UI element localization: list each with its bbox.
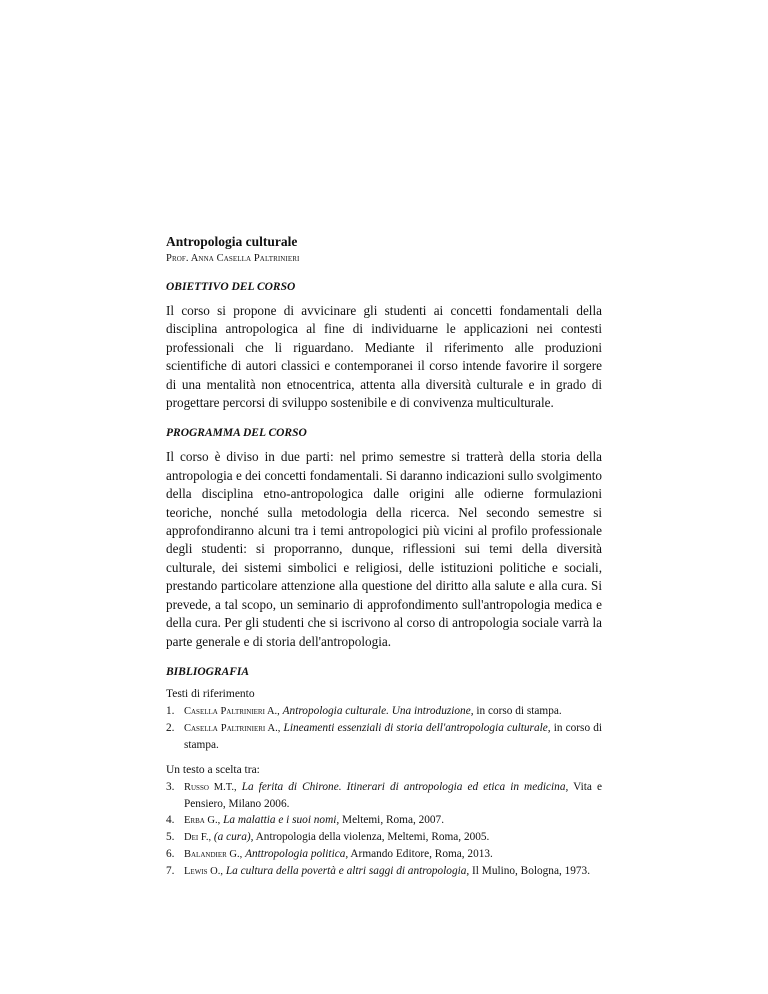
bibliography-item [166, 846, 602, 863]
reference-list [166, 703, 602, 753]
bibliography-item [166, 703, 602, 720]
item-number: 3. [166, 780, 175, 793]
choice-texts-heading: Un testo a scelta tra: [166, 763, 260, 776]
bibliography-heading: BIBLIOGRAFIA [166, 665, 250, 678]
item-publication: in corso di stampa. [184, 721, 602, 751]
item-number: 2. [166, 721, 175, 734]
course-title: Antropologia culturale [166, 234, 298, 249]
item-citation [184, 812, 602, 829]
program-heading: PROGRAMMA DEL CORSO [166, 427, 307, 440]
item-publication: Armando Editore, Roma, 2013. [348, 847, 493, 860]
item-citation [184, 703, 602, 720]
item-publication: Meltemi, Roma, 2007. [339, 813, 445, 826]
document-page [166, 234, 602, 890]
item-citation [184, 720, 602, 753]
item-title: La malattia e i suoi nomi, [223, 813, 340, 826]
item-author: Balandier G., [184, 848, 243, 860]
item-publication: Il Mulino, Bologna, 1973. [469, 864, 591, 877]
item-author: Casella Paltrinieri A., [184, 705, 280, 717]
objective-text: Il corso si propone di avvicinare gli studenti ai concetti fondamentali della disciplina antropologica al fine di individuarne le applicazioni nei contesti professionali che li riguardano. Mediante il riferimento alle produzioni scientifiche di autori classici e contemporanei il corso intende favorire il sorgere di una mentalità non etnocentrica, attenta alla diversità culturale e in grado di progettare percorsi di sviluppo sostenibile e di convivenza multiculturale. [166, 303, 602, 411]
item-citation [184, 829, 602, 846]
item-title: Antropologia culturale. Una introduzione, [282, 704, 474, 717]
objective-heading: OBIETTIVO DEL CORSO [166, 281, 296, 293]
item-title: (a cura), [213, 830, 254, 843]
item-author: Erba G., [184, 814, 221, 826]
item-publication: Antropologia della violenza, Meltemi, Roma, 2005. [253, 830, 490, 843]
bibliography-item [166, 812, 602, 829]
item-number: 7. [166, 864, 175, 877]
item-author: Lewis O., [184, 865, 223, 877]
item-title: La ferita di Chirone. Itinerari di antropologia ed etica in medicina, [241, 780, 569, 793]
item-number: 5. [166, 830, 175, 843]
item-citation [184, 846, 602, 863]
item-number: 6. [166, 847, 175, 860]
item-title: Anttropologia politica, [245, 847, 349, 860]
bibliography-item [166, 829, 602, 846]
item-title: Lineamenti essenziali di storia dell'antropologia culturale, [283, 721, 551, 734]
item-publication: in corso di stampa. [473, 704, 562, 717]
item-number: 1. [166, 704, 175, 717]
item-author: Dei F., [184, 831, 212, 843]
item-citation [184, 779, 602, 812]
reference-texts-heading: Testi di riferimento [166, 687, 255, 700]
item-author: Russo M.T., [184, 781, 237, 793]
bibliography-item [166, 720, 602, 753]
program-text: Il corso è diviso in due parti: nel primo semestre si tratterà della storia della antropologia e dei concetti fondamentali. Si daranno indicazioni sullo svolgimento della disciplina etno-antropologica dalle origini alle odierne formulazioni teoriche, nonché sulla metodologia della ricerca. Nel secondo semestre si approfondiranno alcuni tra i temi antropologici più vicini al profilo professionale degli studenti: si proporranno, dunque, riflessioni sui temi della diversità culturale, dei sistemi simbolici e religiosi, delle istituzioni politiche e sociali, prestando particolare attenzione alla questione del diritto alla salute e alla cura. Si prevede, a tal scopo, un seminario di approfondimento sull'antropologia medica e della cura. Per gli studenti che si iscrivono al corso di antropologia sociale varrà la parte generale e di storia dell'antropologia. [166, 449, 602, 649]
bibliography-item [166, 863, 602, 880]
item-number: 4. [166, 813, 175, 826]
item-publication: Vita e Pensiero, Milano 2006. [184, 780, 603, 810]
professor-name: Prof. Anna Casella Paltrinieri [166, 253, 300, 264]
item-author: Casella Paltrinieri A., [184, 722, 281, 734]
bibliography-item [166, 779, 602, 812]
item-citation [184, 863, 602, 880]
item-title: La cultura della povertà e altri saggi di antropologia, [225, 864, 470, 877]
choice-list [166, 779, 602, 880]
